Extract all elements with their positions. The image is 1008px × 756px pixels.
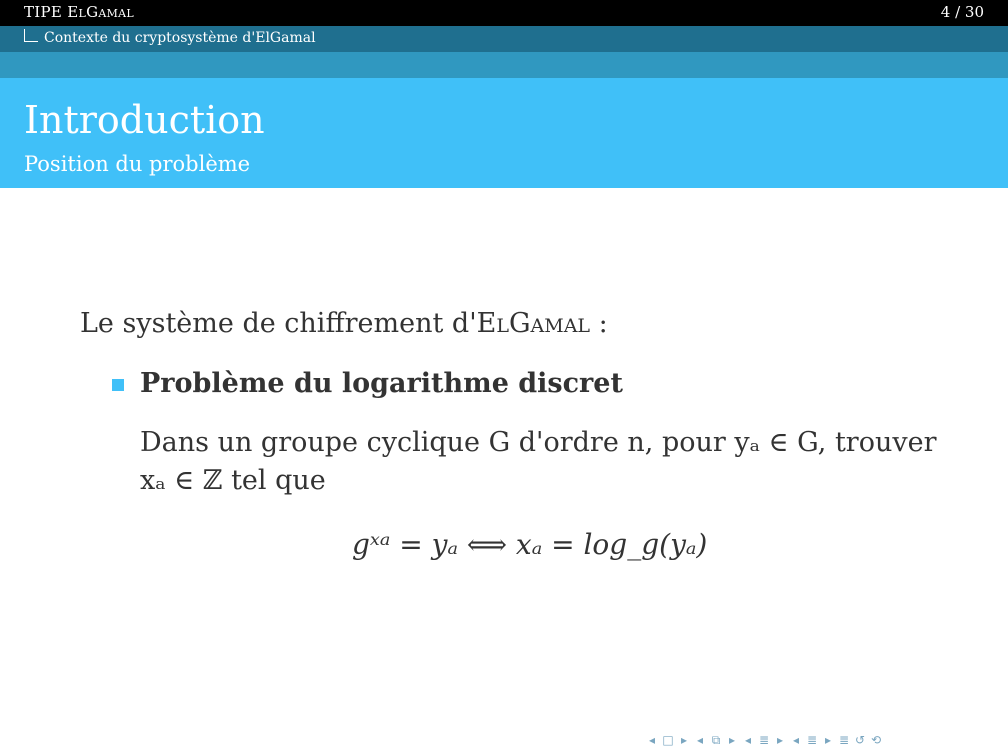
bullet-body: Dans un groupe cyclique G d'ordre n, pour yₐ ∈ G, trouver xₐ ∈ ℤ tel que xyxy=(140,427,937,496)
nav-icon-8[interactable]: ≣ xyxy=(758,733,770,747)
breadcrumb-section: Contexte du cryptosystème d'ElGamal xyxy=(44,30,316,46)
nav-icon-5[interactable]: ⧉ xyxy=(711,733,721,747)
nav-icon-9[interactable]: ▸ xyxy=(776,733,784,747)
bullet-marker-icon xyxy=(112,379,124,391)
intro-prefix: Le système de chiffrement d' xyxy=(80,308,477,339)
beamer-navigation[interactable] xyxy=(645,733,883,748)
section-bar xyxy=(0,26,1008,52)
nav-icon-14[interactable]: ↺ xyxy=(854,733,866,747)
nav-icon-6[interactable]: ▸ xyxy=(728,733,736,747)
intro-suffix: : xyxy=(590,308,608,339)
nav-icon-1[interactable]: ◂ xyxy=(648,733,656,747)
frame-title: Introduction xyxy=(24,98,265,142)
nav-icon-11[interactable]: ≣ xyxy=(806,733,818,747)
nav-icon-7[interactable]: ◂ xyxy=(744,733,752,747)
breadcrumb[interactable] xyxy=(24,30,316,46)
frame-header xyxy=(0,78,1008,188)
discrete-log-formula: gˣᵃ = yₐ ⟺ xₐ = log_g(yₐ) xyxy=(352,528,708,561)
nav-icon-15[interactable]: ⟲ xyxy=(870,733,882,747)
frame-subtitle: Position du problème xyxy=(24,152,251,176)
intro-text xyxy=(80,308,608,339)
nav-icon-2[interactable]: □ xyxy=(662,733,674,747)
subsection-corner-icon xyxy=(24,29,38,42)
presentation-title: TIPE ElGamal xyxy=(24,3,135,21)
nav-icon-12[interactable]: ▸ xyxy=(824,733,832,747)
nav-icon-10[interactable]: ◂ xyxy=(792,733,800,747)
page-indicator: 4 / 30 xyxy=(940,3,984,21)
bullet-title: Problème du logarithme discret xyxy=(140,368,623,399)
header-bar xyxy=(0,0,1008,26)
nav-icon-4[interactable]: ◂ xyxy=(696,733,704,747)
intro-name: ElGamal xyxy=(476,308,591,339)
nav-icon-13[interactable]: ≣ xyxy=(838,733,850,747)
nav-icon-3[interactable]: ▸ xyxy=(680,733,688,747)
decorative-stripe xyxy=(0,52,1008,78)
